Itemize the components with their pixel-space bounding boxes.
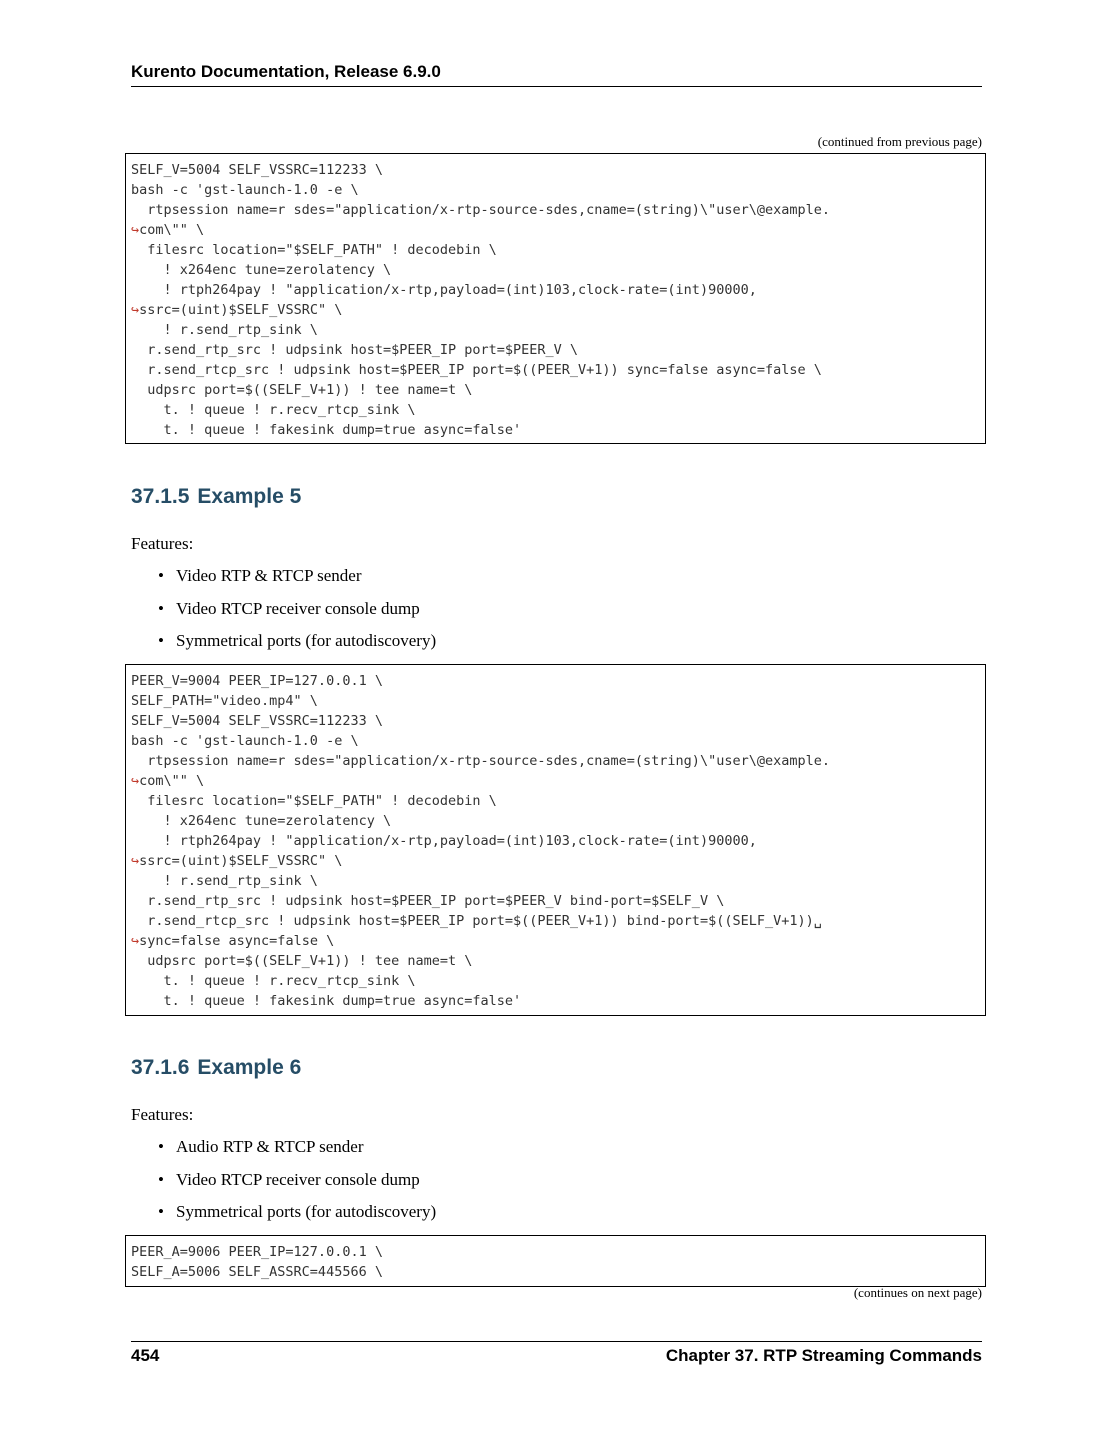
running-header-title: Kurento Documentation, Release 6.9.0	[131, 62, 441, 81]
code-line: bash -c 'gst-launch-1.0 -e \	[131, 733, 359, 749]
feature-text: Symmetrical ports (for autodiscovery)	[176, 631, 437, 650]
bullet-icon: •	[158, 566, 164, 585]
code-line-continuation: ssrc=(uint)$SELF_VSSRC" \	[139, 853, 343, 869]
chapter-title: Chapter 37. RTP Streaming Commands	[665, 1346, 982, 1365]
list-item	[158, 1170, 436, 1203]
line-wrap-arrow-icon: ↪	[131, 933, 140, 949]
section-heading-example-5	[131, 485, 301, 509]
code-block-3	[125, 1235, 986, 1287]
bullet-icon: •	[158, 1202, 164, 1221]
code-line: SELF_V=5004 SELF_VSSRC=112233 \	[131, 162, 383, 178]
bullet-icon: •	[158, 1137, 164, 1156]
feature-text: Video RTCP receiver console dump	[176, 598, 420, 618]
code-line: rtpsession name=r sdes="application/x-rtp-source-sdes,cname=(string)\"user\@example.	[131, 753, 830, 769]
code-line: filesrc location="$SELF_PATH" ! decodebin \	[131, 793, 497, 809]
section-title-text: Example 5	[197, 485, 302, 508]
code-line: bash -c 'gst-launch-1.0 -e \	[131, 182, 359, 198]
code-line: SELF_V=5004 SELF_VSSRC=112233 \	[131, 713, 383, 729]
code-line	[131, 300, 980, 320]
feature-text: Video RTP & RTCP sender	[176, 566, 362, 585]
page-number: 454	[131, 1346, 160, 1365]
code-line-continuation: ssrc=(uint)$SELF_VSSRC" \	[139, 302, 343, 318]
list-item	[158, 1137, 436, 1170]
list-item	[158, 631, 436, 664]
section-title-text: Example 6	[197, 1056, 302, 1079]
code-line: ! r.send_rtp_sink \	[131, 873, 318, 889]
code-line: SELF_A=5006 SELF_ASSRC=445566 \	[131, 1264, 383, 1280]
code-line	[131, 931, 980, 951]
code-line: ! rtph264pay ! "application/x-rtp,payload=(int)103,clock-rate=(int)90000,	[131, 833, 757, 849]
code-line: ! r.send_rtp_sink \	[131, 322, 318, 338]
header-rule	[131, 86, 982, 87]
section-heading-example-6	[131, 1056, 301, 1080]
code-line-continuation: sync=false async=false \	[139, 933, 335, 949]
code-line: PEER_A=9006 PEER_IP=127.0.0.1 \	[131, 1244, 383, 1260]
code-line: SELF_PATH="video.mp4" \	[131, 693, 318, 709]
feature-text: Audio RTP & RTCP sender	[176, 1137, 364, 1156]
code-line: udpsrc port=$((SELF_V+1)) ! tee name=t \	[131, 953, 473, 969]
code-line: t. ! queue ! r.recv_rtcp_sink \	[131, 973, 416, 989]
code-line-continuation: com\"" \	[139, 773, 205, 789]
code-line: udpsrc port=$((SELF_V+1)) ! tee name=t \	[131, 382, 473, 398]
code-line: ! rtph264pay ! "application/x-rtp,payload=(int)103,clock-rate=(int)90000,	[131, 282, 757, 298]
line-wrap-arrow-icon: ↪	[131, 773, 140, 789]
features-label: Features:	[131, 534, 194, 553]
code-line: t. ! queue ! fakesink dump=true async=false'	[131, 422, 522, 438]
list-item	[158, 566, 436, 599]
list-item	[158, 599, 436, 632]
list-item	[158, 1202, 436, 1235]
code-line	[131, 851, 980, 871]
code-line-continuation: com\"" \	[139, 222, 205, 238]
bullet-icon: •	[158, 598, 164, 618]
section-number: 37.1.6	[131, 1056, 190, 1079]
continued-from-note: (continued from previous page)	[817, 134, 982, 149]
bullet-icon: •	[158, 1169, 164, 1189]
features-list	[158, 1137, 436, 1235]
code-line: rtpsession name=r sdes="application/x-rtp-source-sdes,cname=(string)\"user\@example.	[131, 202, 830, 218]
code-line: r.send_rtp_src ! udpsink host=$PEER_IP port=$PEER_V bind-port=$SELF_V \	[131, 893, 725, 909]
line-wrap-arrow-icon: ↪	[131, 853, 140, 869]
bullet-icon: •	[158, 631, 164, 650]
code-line	[131, 220, 980, 240]
code-line: r.send_rtp_src ! udpsink host=$PEER_IP port=$PEER_V \	[131, 342, 579, 358]
code-line: ! x264enc tune=zerolatency \	[131, 813, 392, 829]
code-line: t. ! queue ! r.recv_rtcp_sink \	[131, 402, 416, 418]
line-wrap-arrow-icon: ↪	[131, 302, 140, 318]
footer-rule	[131, 1341, 982, 1342]
code-line: r.send_rtcp_src ! udpsink host=$PEER_IP port=$((PEER_V+1)) sync=false async=false \	[131, 362, 822, 378]
code-line	[131, 771, 980, 791]
features-list	[158, 566, 436, 664]
code-line: t. ! queue ! fakesink dump=true async=false'	[131, 993, 522, 1009]
code-line: ! x264enc tune=zerolatency \	[131, 262, 392, 278]
feature-text: Video RTCP receiver console dump	[176, 1169, 420, 1189]
code-line: PEER_V=9004 PEER_IP=127.0.0.1 \	[131, 673, 383, 689]
line-wrap-arrow-icon: ↪	[131, 222, 140, 238]
code-block-1	[125, 153, 986, 444]
feature-text: Symmetrical ports (for autodiscovery)	[176, 1202, 437, 1221]
continues-on-note: (continues on next page)	[853, 1285, 982, 1300]
features-label: Features:	[131, 1105, 194, 1124]
code-line: filesrc location="$SELF_PATH" ! decodebin \	[131, 242, 497, 258]
section-number: 37.1.5	[131, 485, 190, 508]
code-block-2	[125, 664, 986, 1016]
code-line: r.send_rtcp_src ! udpsink host=$PEER_IP port=$((PEER_V+1)) bind-port=$((SELF_V+1))␣	[131, 913, 822, 929]
